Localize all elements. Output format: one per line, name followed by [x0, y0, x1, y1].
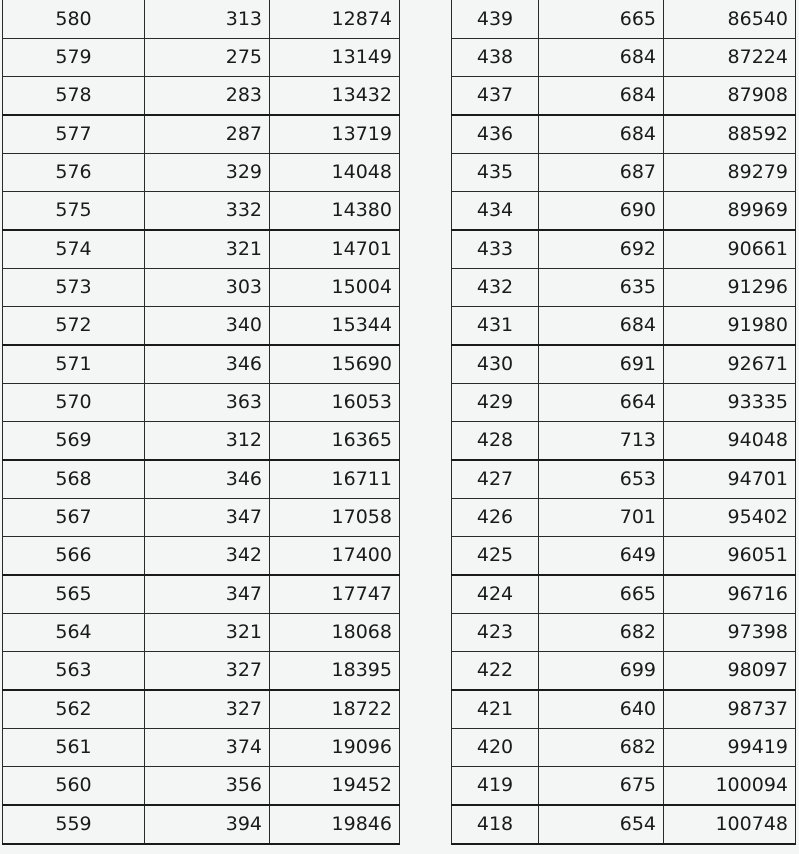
count-cell: 283: [145, 77, 270, 116]
cumulative-cell: 19452: [270, 767, 400, 806]
score-cell: 425: [452, 537, 539, 576]
count-cell: 691: [539, 345, 664, 384]
score-table-left: [2, 0, 400, 845]
count-cell: 684: [539, 39, 664, 77]
table-row: [3, 499, 400, 537]
score-cell: 433: [452, 230, 539, 269]
score-cell: 423: [452, 614, 539, 652]
cumulative-cell: 93335: [664, 384, 796, 422]
count-cell: 363: [145, 384, 270, 422]
count-cell: 684: [539, 77, 664, 116]
count-cell: 699: [539, 652, 664, 691]
cumulative-cell: 16365: [270, 422, 400, 461]
table-row: [3, 192, 400, 231]
count-cell: 342: [145, 537, 270, 576]
score-cell: 431: [452, 307, 539, 346]
table-row: [3, 77, 400, 116]
cumulative-cell: 87908: [664, 77, 796, 116]
cumulative-cell: 14380: [270, 192, 400, 231]
table-row: [3, 729, 400, 767]
cumulative-cell: 89279: [664, 154, 796, 192]
count-cell: 374: [145, 729, 270, 767]
count-cell: 684: [539, 115, 664, 154]
table-row: [3, 39, 400, 77]
score-cell: 564: [3, 614, 145, 652]
cumulative-cell: 18395: [270, 652, 400, 691]
score-cell: 421: [452, 690, 539, 729]
count-cell: 356: [145, 767, 270, 806]
count-cell: 635: [539, 269, 664, 307]
table-row: [3, 460, 400, 499]
score-cell: 559: [3, 805, 145, 844]
table-row: [452, 690, 796, 729]
table-row: [3, 115, 400, 154]
score-cell: 577: [3, 115, 145, 154]
score-cell: 568: [3, 460, 145, 499]
count-cell: 649: [539, 537, 664, 576]
score-cell: 434: [452, 192, 539, 231]
table-row: [452, 460, 796, 499]
cumulative-cell: 15004: [270, 269, 400, 307]
table-row: [452, 345, 796, 384]
count-cell: 329: [145, 154, 270, 192]
cumulative-cell: 12874: [270, 0, 400, 39]
count-cell: 684: [539, 307, 664, 346]
table-row: [452, 154, 796, 192]
cumulative-cell: 14701: [270, 230, 400, 269]
cumulative-cell: 13719: [270, 115, 400, 154]
cumulative-cell: 100748: [664, 805, 796, 844]
score-cell: 580: [3, 0, 145, 39]
table-row: [3, 345, 400, 384]
table-row: [3, 767, 400, 806]
cumulative-cell: 18722: [270, 690, 400, 729]
table-row: [452, 115, 796, 154]
cumulative-cell: 18068: [270, 614, 400, 652]
table-row: [3, 154, 400, 192]
table-row: [452, 77, 796, 116]
score-cell: 574: [3, 230, 145, 269]
count-cell: 664: [539, 384, 664, 422]
cumulative-cell: 100094: [664, 767, 796, 806]
cumulative-cell: 87224: [664, 39, 796, 77]
score-cell: 560: [3, 767, 145, 806]
score-cell: 563: [3, 652, 145, 691]
cumulative-cell: 86540: [664, 0, 796, 39]
score-table-right: [451, 0, 796, 845]
count-cell: 346: [145, 460, 270, 499]
cumulative-cell: 14048: [270, 154, 400, 192]
score-cell: 426: [452, 499, 539, 537]
count-cell: 347: [145, 575, 270, 614]
score-cell: 419: [452, 767, 539, 806]
cumulative-cell: 96716: [664, 575, 796, 614]
cumulative-cell: 91296: [664, 269, 796, 307]
score-cell: 571: [3, 345, 145, 384]
score-cell: 432: [452, 269, 539, 307]
table-row: [452, 0, 796, 39]
score-cell: 570: [3, 384, 145, 422]
table-row: [3, 230, 400, 269]
table-row: [452, 384, 796, 422]
cumulative-cell: 90661: [664, 230, 796, 269]
cumulative-cell: 98097: [664, 652, 796, 691]
cumulative-cell: 13149: [270, 39, 400, 77]
score-cell: 429: [452, 384, 539, 422]
table-row: [3, 575, 400, 614]
cumulative-cell: 16053: [270, 384, 400, 422]
score-cell: 569: [3, 422, 145, 461]
cumulative-cell: 99419: [664, 729, 796, 767]
count-cell: 687: [539, 154, 664, 192]
count-cell: 321: [145, 230, 270, 269]
table-row: [452, 230, 796, 269]
count-cell: 654: [539, 805, 664, 844]
table-row: [3, 690, 400, 729]
count-cell: 682: [539, 614, 664, 652]
cumulative-cell: 16711: [270, 460, 400, 499]
score-cell: 428: [452, 422, 539, 461]
cumulative-cell: 13432: [270, 77, 400, 116]
cumulative-cell: 94701: [664, 460, 796, 499]
cumulative-cell: 96051: [664, 537, 796, 576]
table-row: [452, 767, 796, 806]
cumulative-cell: 19096: [270, 729, 400, 767]
score-cell: 573: [3, 269, 145, 307]
cumulative-cell: 88592: [664, 115, 796, 154]
score-cell: 439: [452, 0, 539, 39]
count-cell: 713: [539, 422, 664, 461]
table-row: [3, 0, 400, 39]
table-row: [3, 422, 400, 461]
cumulative-cell: 17058: [270, 499, 400, 537]
table-row: [3, 652, 400, 691]
cumulative-cell: 97398: [664, 614, 796, 652]
score-cell: 561: [3, 729, 145, 767]
count-cell: 303: [145, 269, 270, 307]
score-cell: 576: [3, 154, 145, 192]
count-cell: 665: [539, 0, 664, 39]
table-row: [3, 537, 400, 576]
table-row: [452, 499, 796, 537]
score-cell: 566: [3, 537, 145, 576]
score-table-left-body: [3, 0, 400, 844]
count-cell: 394: [145, 805, 270, 844]
count-cell: 640: [539, 690, 664, 729]
score-cell: 579: [3, 39, 145, 77]
count-cell: 321: [145, 614, 270, 652]
score-cell: 578: [3, 77, 145, 116]
count-cell: 340: [145, 307, 270, 346]
score-cell: 438: [452, 39, 539, 77]
cumulative-cell: 95402: [664, 499, 796, 537]
table-row: [452, 805, 796, 844]
count-cell: 312: [145, 422, 270, 461]
count-cell: 690: [539, 192, 664, 231]
cumulative-cell: 91980: [664, 307, 796, 346]
cumulative-cell: 94048: [664, 422, 796, 461]
table-row: [452, 269, 796, 307]
cumulative-cell: 15690: [270, 345, 400, 384]
table-row: [3, 805, 400, 844]
count-cell: 665: [539, 575, 664, 614]
table-row: [452, 307, 796, 346]
count-cell: 327: [145, 652, 270, 691]
table-row: [452, 575, 796, 614]
cumulative-cell: 17400: [270, 537, 400, 576]
count-cell: 275: [145, 39, 270, 77]
count-cell: 327: [145, 690, 270, 729]
score-cell: 422: [452, 652, 539, 691]
table-row: [452, 39, 796, 77]
score-cell: 567: [3, 499, 145, 537]
count-cell: 287: [145, 115, 270, 154]
score-cell: 562: [3, 690, 145, 729]
cumulative-cell: 15344: [270, 307, 400, 346]
cumulative-cell: 17747: [270, 575, 400, 614]
score-cell: 565: [3, 575, 145, 614]
cumulative-cell: 89969: [664, 192, 796, 231]
count-cell: 701: [539, 499, 664, 537]
score-cell: 427: [452, 460, 539, 499]
table-row: [452, 652, 796, 691]
cumulative-cell: 98737: [664, 690, 796, 729]
table-row: [452, 537, 796, 576]
table-row: [452, 614, 796, 652]
score-cell: 437: [452, 77, 539, 116]
score-cell: 420: [452, 729, 539, 767]
cumulative-cell: 92671: [664, 345, 796, 384]
count-cell: 332: [145, 192, 270, 231]
count-cell: 313: [145, 0, 270, 39]
count-cell: 692: [539, 230, 664, 269]
count-cell: 653: [539, 460, 664, 499]
score-table-right-body: [452, 0, 796, 844]
score-cell: 418: [452, 805, 539, 844]
table-row: [452, 192, 796, 231]
score-cell: 430: [452, 345, 539, 384]
table-row: [3, 614, 400, 652]
score-cell: 575: [3, 192, 145, 231]
cumulative-cell: 19846: [270, 805, 400, 844]
score-cell: 424: [452, 575, 539, 614]
table-row: [3, 307, 400, 346]
count-cell: 346: [145, 345, 270, 384]
table-row: [3, 269, 400, 307]
count-cell: 675: [539, 767, 664, 806]
table-row: [3, 384, 400, 422]
table-row: [452, 729, 796, 767]
count-cell: 347: [145, 499, 270, 537]
table-row: [452, 422, 796, 461]
count-cell: 682: [539, 729, 664, 767]
score-cell: 572: [3, 307, 145, 346]
score-cell: 436: [452, 115, 539, 154]
score-cell: 435: [452, 154, 539, 192]
